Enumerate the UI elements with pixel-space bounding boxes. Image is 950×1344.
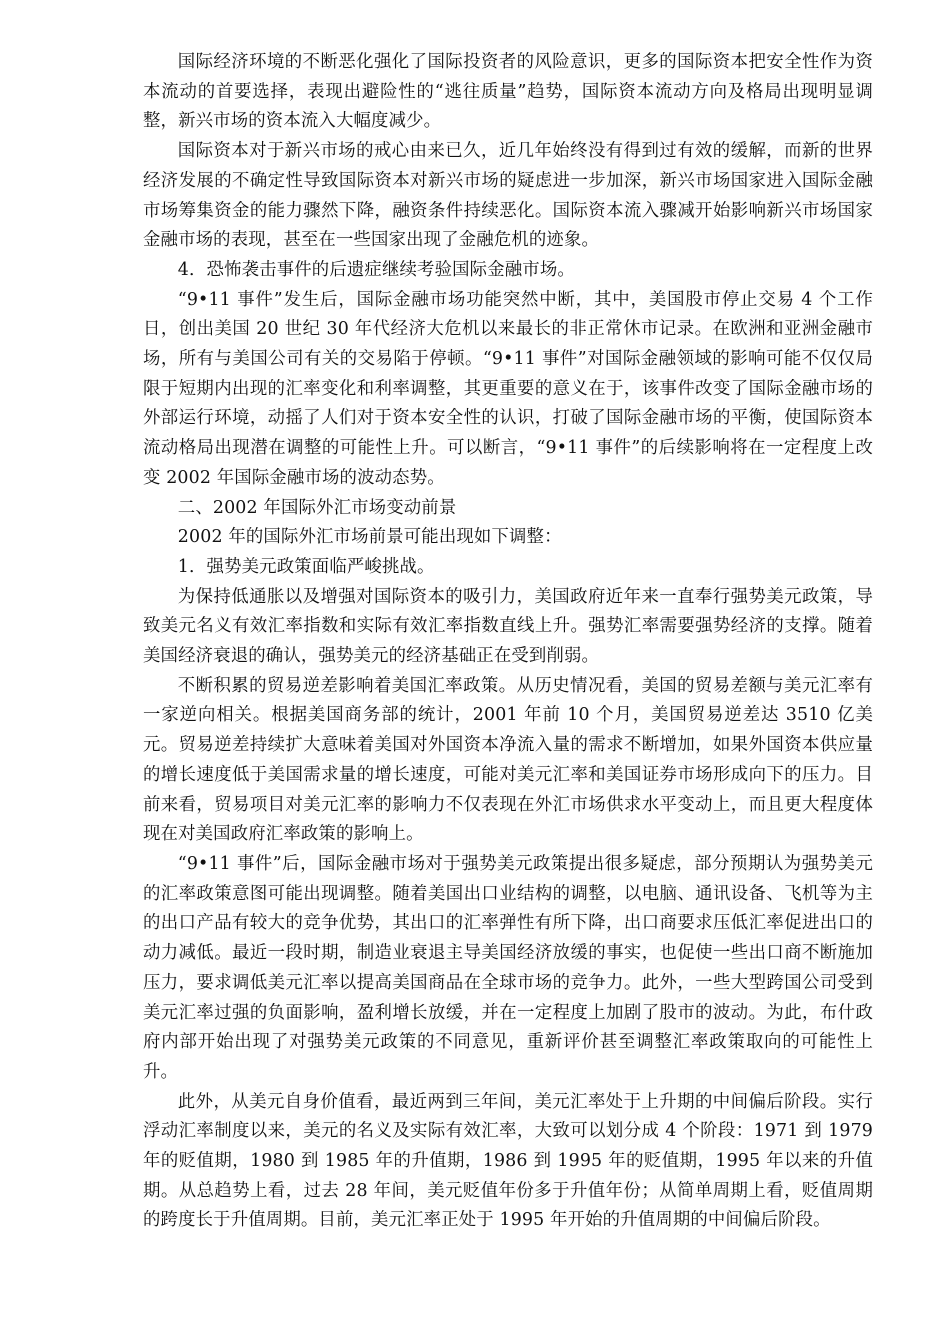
section-heading-fx-outlook: 二、2002 年国际外汇市场变动前景 — [177, 497, 457, 518]
heading-strong-dollar: 1．强势美元政策面临严峻挑战。 — [177, 556, 435, 577]
document-body — [143, 48, 879, 1236]
heading-terror-aftermath: 4．恐怖袭击事件的后遗症继续考验国际金融市场。 — [177, 259, 575, 280]
paragraph-fx-intro: 2002 年的国际外汇市场前景可能出现如下调整： — [177, 527, 562, 548]
paragraph-risk-awareness: 国际经济环境的不断恶化强化了国际投资者的风险意识，更多的国际资本把安全性作为资本流动的首要选择，表现出避险性的“逃往质量”趋势，国际资本流动方向及格局出现明显调整，新兴市场的资本流入大幅度减少。 — [143, 52, 873, 132]
paragraph-dollar-cycle: 此外，从美元自身价值看，最近两到三年间，美元汇率处于上升期的中间偏后阶段。实行浮动汇率制度以来，美元的名义及实际有效汇率，大致可以划分成 4 个阶段：1971 到 1979 年的贬值期，1980 到 1985 年的升值期，1986 到 1995 年的贬值期，1995 年以来的升值期。从总趋势上看，过去 28 年间，美元贬值年份多于升值年份；从简单周期上看，贬值周期的跨度长于升值周期。目前，美元汇率正处于 1995 年开始的升值周期的中间偏后阶段。 — [143, 1091, 879, 1231]
paragraph-strong-dollar-policy: 为保持低通胀以及增强对国际资本的吸引力，美国政府近年来一直奉行强势美元政策，导致美元名义有效汇率指数和实际有效汇率指数直线上升。强势汇率需要强势经济的支撑。随着美国经济衰退的确认，强势美元的经济基础正在受到削弱。 — [143, 586, 873, 667]
paragraph-trade-deficit: 不断积累的贸易逆差影响着美国汇率政策。从历史情况看，美国的贸易差额与美元汇率有一家逆向相关。根据美国商务部的统计，2001 年前 10 个月，美国贸易逆差达 3510 亿美元。贸易逆差持续扩大意味着美国对外国资本净流入量的需求不断增加，如果外国资本供应量的增长速度低于美国需求量的增长速度，可能对美元汇率和美国证券市场形成向下的压力。目前来看，贸易项目对美元汇率的影响力不仅表现在外汇市场供求水平变动上，而且更大程度体现在对美国政府汇率政策的影响上。 — [143, 675, 873, 845]
paragraph-911-impact: “9•11 事件”发生后，国际金融市场功能突然中断，其中，美国股市停止交易 4 个工作日，创出美国 20 世纪 30 年代经济大危机以来最长的非正常休市记录。在欧洲和亚洲金融市场，所有与美国公司有关的交易陷于停顿。“9•11 事件”对国际金融领域的影响可能不仅仅局限于短期内出现的汇率变化和利率调整，其更重要的意义在于，该事件改变了国际金融市场的外部运行环境，动摇了人们对于资本安全性的认识，打破了国际金融市场的平衡，使国际资本流动格局出现潜在调整的可能性上升。可以断言，“9•11 事件”的后续影响将在一定程度上改变 2002 年国际金融市场的波动态势。 — [143, 289, 873, 488]
paragraph-emerging-markets: 国际资本对于新兴市场的戒心由来已久，近几年始终没有得到过有效的缓解，而新的世界经济发展的不确定性导致国际资本对新兴市场的疑虑进一步加深，新兴市场国家进入国际金融市场筹集资金的能力骤然下降，融资条件持续恶化。国际资本流入骤减开始影响新兴市场国家金融市场的表现，甚至在一些国家出现了金融危机的迹象。 — [143, 141, 873, 251]
paragraph-post-911-doubts: “9•11 事件”后，国际金融市场对于强势美元政策提出很多疑虑，部分预期认为强势美元的汇率政策意图可能出现调整。随着美国出口业结构的调整，以电脑、通讯设备、飞机等为主的出口产品有较大的竞争优势，其出口的汇率弹性有所下降，出口商要求压低汇率促进出口的动力减低。最近一段时期，制造业衰退主导美国经济放缓的事实，也促使一些出口商不断施加压力，要求调低美元汇率以提高美国商品在全球市场的竞争力。此外，一些大型跨国公司受到美元汇率过强的负面影响，盈利增长放缓，并在一定程度上加剧了股市的波动。为此，布什政府内部开始出现了对强势美元政策的不同意见，重新评价甚至调整汇率政策取向的可能性上升。 — [143, 853, 873, 1082]
